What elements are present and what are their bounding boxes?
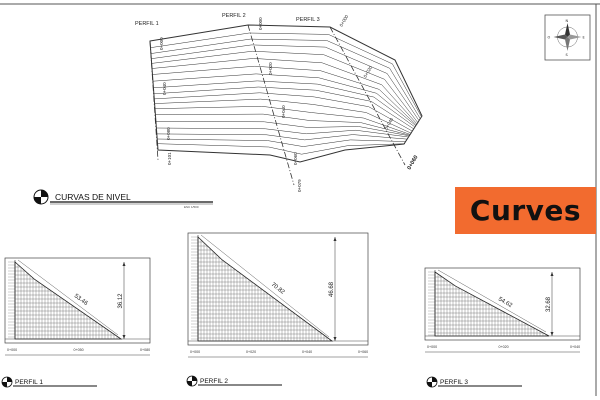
plan-label-perfil-3: PERFIL 3	[296, 17, 320, 23]
height-label: 36.12	[118, 293, 124, 309]
arrow-down-icon	[334, 337, 337, 341]
station-label: 0+040	[162, 82, 167, 95]
profile-line-3	[330, 27, 405, 165]
station-label: 0+060	[406, 154, 420, 171]
station-label: 0+020	[362, 65, 374, 79]
svg-text:S: S	[565, 53, 568, 57]
station-tick-label: 0+000	[190, 350, 201, 354]
profile-title: PERFIL 3	[440, 379, 468, 386]
plan-outline	[150, 25, 422, 162]
svg-text:N: N	[565, 19, 569, 23]
profile-chart-2	[187, 233, 368, 386]
terrain-profile	[198, 237, 332, 341]
station-tick-label: 0+040	[302, 350, 313, 354]
curves-button[interactable]	[455, 187, 596, 234]
contour-line	[157, 134, 407, 140]
profile-line-2	[248, 25, 294, 185]
station-label: 0+060	[293, 152, 298, 165]
plan-label-perfil-2: PERFIL 2	[222, 13, 246, 19]
compass-box	[545, 15, 590, 60]
arrow-up-icon	[334, 237, 337, 241]
station-label: 0+080	[166, 127, 171, 140]
contour-line	[156, 121, 409, 135]
station-label: 0+000	[159, 37, 164, 50]
station-label: 0+079	[297, 179, 302, 192]
profile-title: PERFIL 1	[15, 379, 43, 386]
contour-lines	[150, 33, 421, 154]
slope-length-label: 54.62	[497, 296, 514, 310]
svg-text:O: O	[547, 35, 551, 40]
profile-title: PERFIL 2	[200, 378, 228, 385]
svg-text:E: E	[582, 35, 585, 40]
station-tick-label: 0+040	[570, 345, 581, 349]
station-tick-label: 0+000	[7, 348, 18, 352]
station-tick-label: 0+000	[427, 345, 438, 349]
station-label: 0+101	[167, 152, 172, 165]
station-tick-label: 0+020	[498, 345, 509, 349]
station-label: 0+020	[268, 62, 273, 75]
station-tick-label: 0+050	[73, 348, 84, 352]
contour-plan	[150, 25, 422, 185]
station-tick-label: 0+020	[246, 350, 257, 354]
station-tick-label: 0+080	[140, 348, 151, 352]
profiles-area	[2, 233, 580, 387]
station-tick-label: 0+060	[358, 350, 369, 354]
contour-line	[158, 144, 405, 155]
arrow-up-icon	[123, 262, 126, 266]
arrow-down-icon	[123, 335, 126, 339]
arrow-up-icon	[551, 272, 554, 276]
slope-length-label: 53.46	[72, 293, 89, 307]
curves-button-label: Curves	[469, 194, 582, 227]
contour-line	[150, 33, 421, 116]
terrain-profile	[15, 262, 121, 339]
plan-label-perfil-1: PERFIL 1	[135, 21, 159, 27]
profile-chart-1	[2, 258, 150, 387]
station-label: 0+040	[281, 105, 286, 118]
slope-length-label: 70.82	[269, 281, 286, 296]
station-label: 0+000	[338, 14, 350, 28]
height-label: 32.68	[546, 296, 552, 312]
profile-chart-3	[425, 268, 580, 387]
plan-scale-note: ESC 1/500	[184, 205, 199, 209]
arrow-down-icon	[551, 332, 554, 336]
plan-title: CURVAS DE NIVEL	[55, 192, 131, 202]
station-label: 0+000	[258, 17, 263, 30]
plan-title-block	[34, 190, 213, 209]
height-label: 46.68	[329, 281, 335, 297]
contour-line	[156, 128, 407, 137]
station-label: 0+040	[383, 117, 395, 131]
